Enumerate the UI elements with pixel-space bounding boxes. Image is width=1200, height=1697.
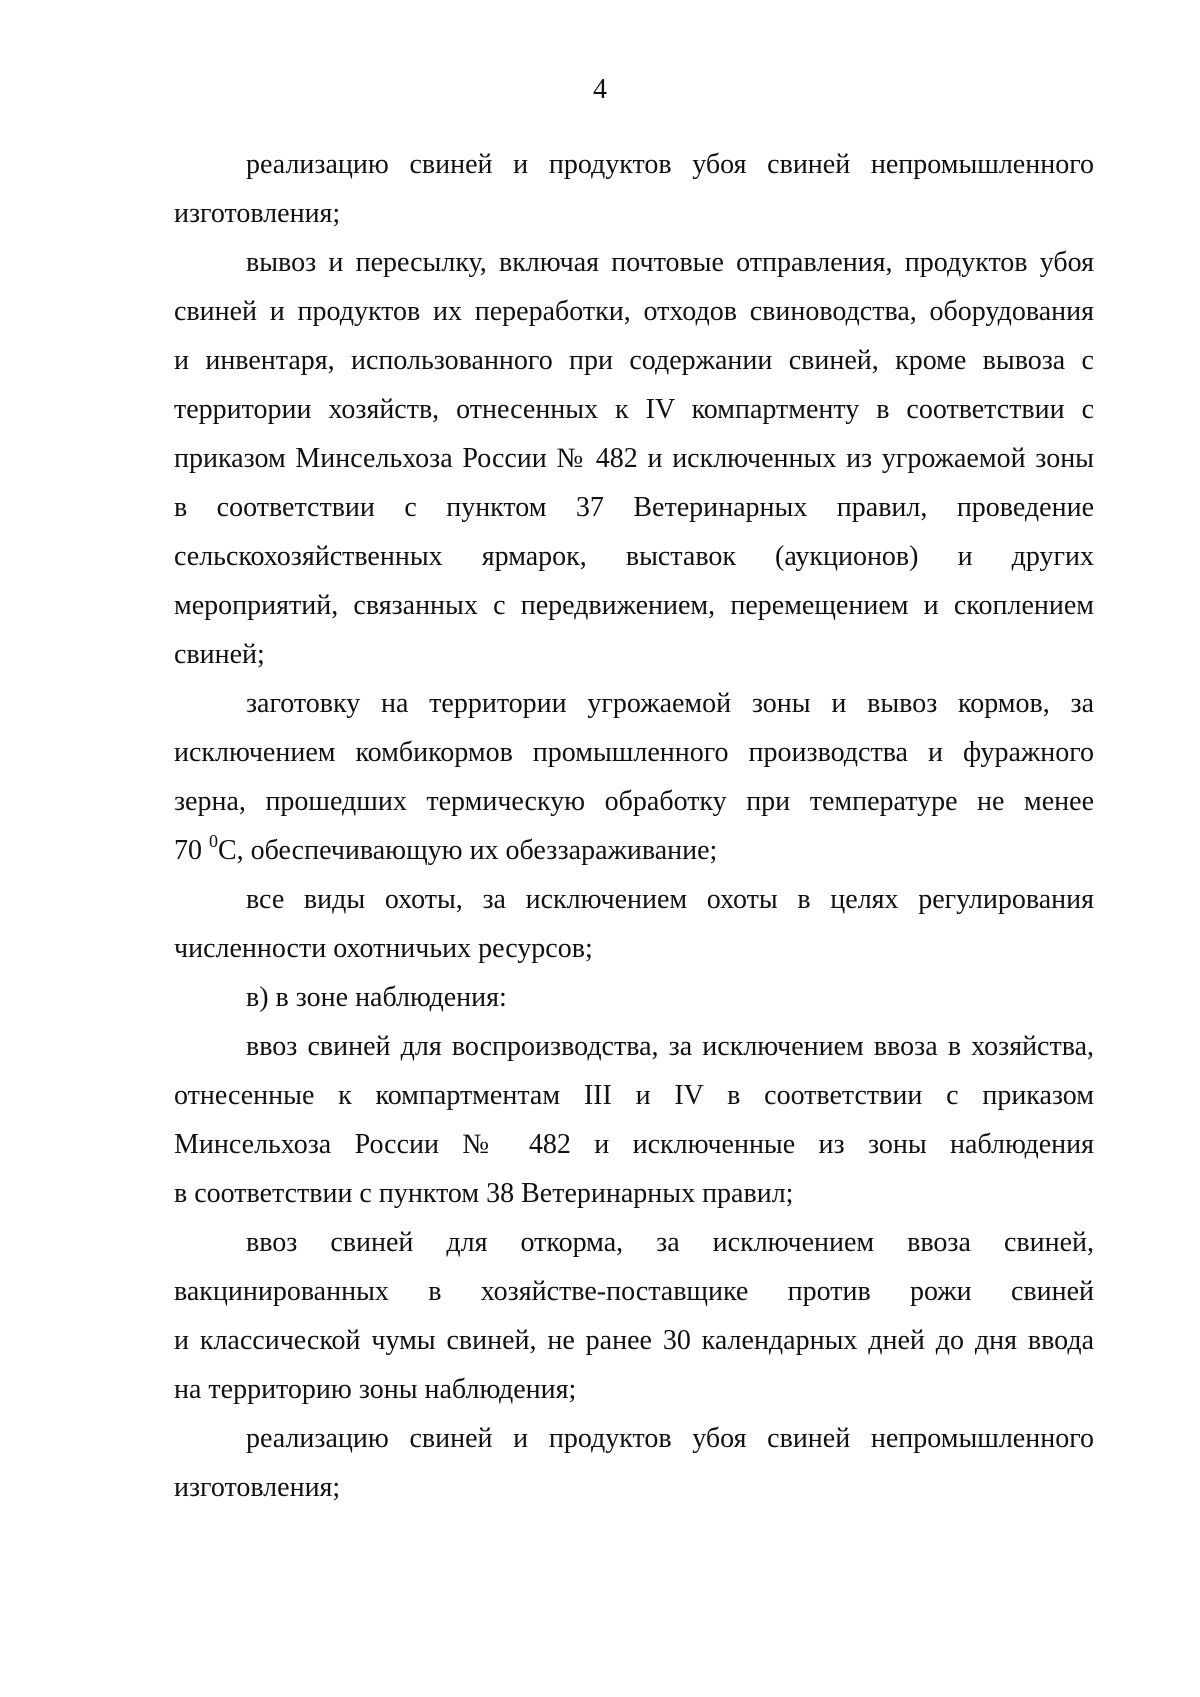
text-line: изготовления;: [174, 1472, 341, 1503]
text-line: заготовку на территории угрожаемой зоны и вывоз кормов, за: [246, 688, 1094, 719]
text-line: свиней и продуктов их переработки, отходов свиноводства, оборудования: [174, 296, 1094, 327]
text-line: в соответствии с пунктом 38 Ветеринарных правил;: [174, 1178, 794, 1209]
text-line: в) в зоне наблюдения:: [246, 982, 507, 1013]
document-body: [174, 140, 1094, 1512]
text-line: приказом Минсельхоза России № 482 и исключенных из угрожаемой зоны: [174, 443, 1094, 474]
text-line-temperature: [174, 826, 1094, 875]
text-line: численности охотничьих ресурсов;: [174, 933, 593, 964]
text-line: сельскохозяйственных ярмарок, выставок (аукционов) и других: [174, 541, 1094, 572]
text-line: ввоз свиней для воспроизводства, за исключением ввоза в хозяйства,: [246, 1031, 1094, 1062]
text-fragment: С, обеспечивающую их обеззараживание;: [218, 835, 718, 866]
text-line: все виды охоты, за исключением охоты в целях регулирования: [246, 884, 1094, 915]
text-line: Минсельхоза России № 482 и исключенные из зоны наблюдения: [174, 1129, 1094, 1160]
text-line: и инвентаря, использованного при содержании свиней, кроме вывоза с: [174, 345, 1094, 376]
text-line: изготовления;: [174, 198, 341, 229]
text-line: свиней;: [174, 639, 265, 670]
text-line: и классической чумы свиней, не ранее 30 календарных дней до дня ввода: [174, 1325, 1094, 1356]
text-line: мероприятий, связанных с передвижением, перемещением и скоплением: [174, 590, 1094, 621]
text-line: в соответствии с пунктом 37 Ветеринарных правил, проведение: [174, 492, 1094, 523]
page-number: 4: [593, 74, 607, 105]
text-line: территории хозяйств, отнесенных к IV компартменту в соответствии с: [174, 394, 1094, 425]
text-line: исключением комбикормов промышленного производства и фуражного: [174, 737, 1094, 768]
text-fragment: 70: [174, 835, 209, 866]
text-line: реализацию свиней и продуктов убоя свиней непромышленного: [246, 1423, 1094, 1454]
text-line: ввоз свиней для откорма, за исключением ввоза свиней,: [246, 1227, 1094, 1258]
degree-superscript: 0: [209, 830, 218, 851]
text-line: отнесенные к компартментам III и IV в соответствии с приказом: [174, 1080, 1094, 1111]
text-line: вакцинированных в хозяйстве-поставщике против рожи свиней: [174, 1276, 1094, 1307]
text-line: зерна, прошедших термическую обработку при температуре не менее: [174, 786, 1094, 817]
text-line: вывоз и пересылку, включая почтовые отправления, продуктов убоя: [246, 247, 1094, 278]
text-line: на территорию зоны наблюдения;: [174, 1374, 577, 1405]
text-line: реализацию свиней и продуктов убоя свиней непромышленного: [246, 149, 1094, 180]
